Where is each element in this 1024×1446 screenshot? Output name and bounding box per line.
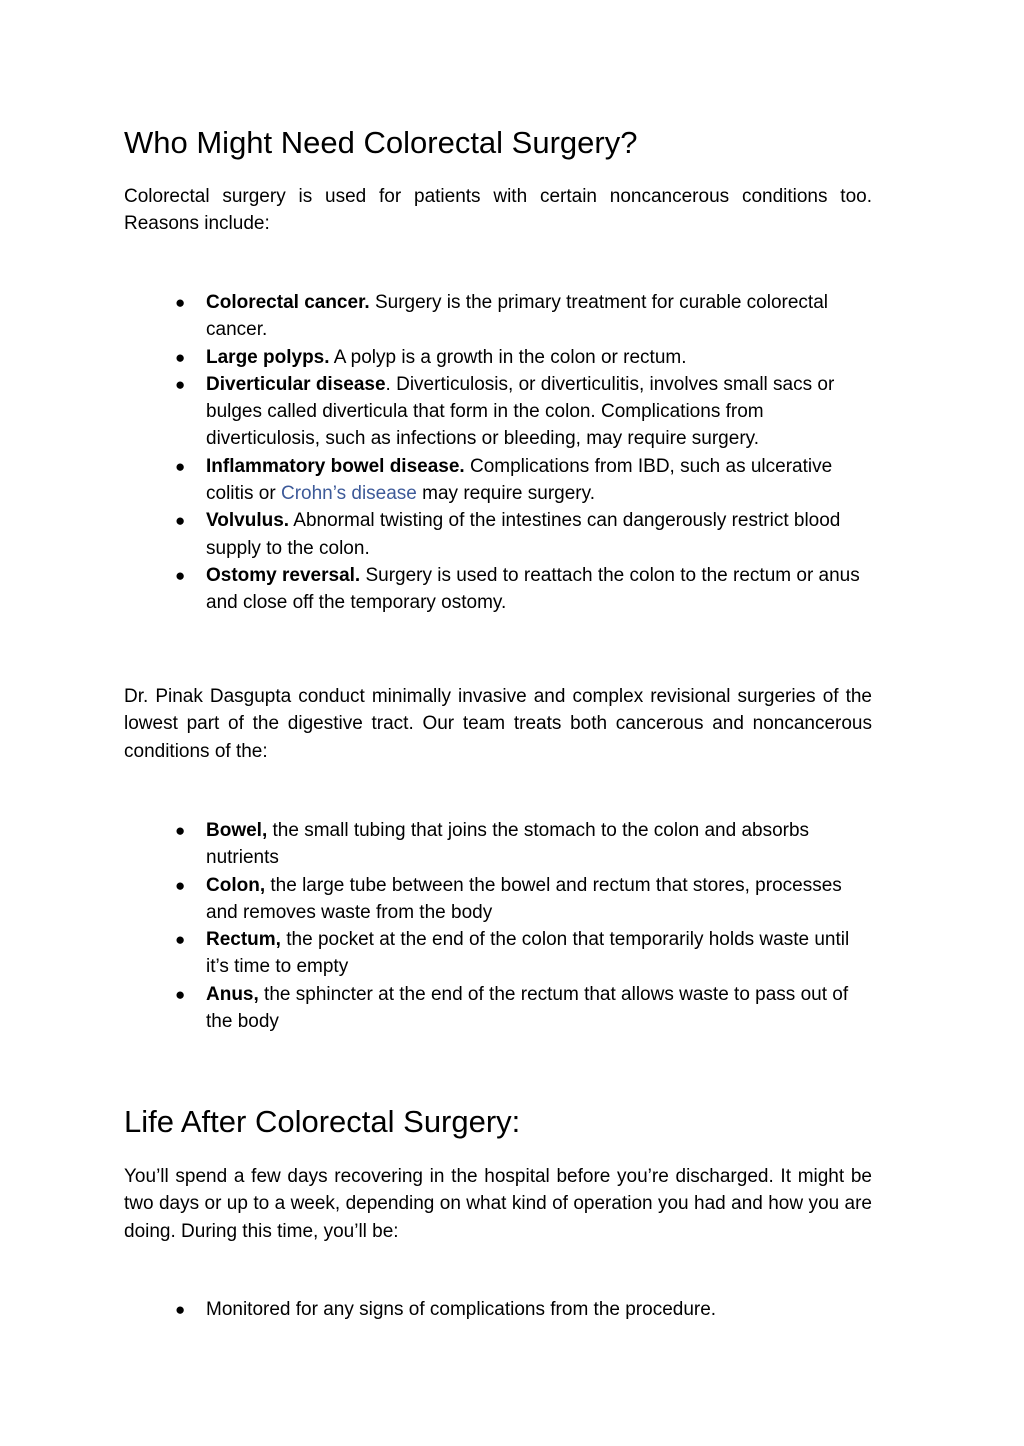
item-title: Volvulus. <box>206 510 290 532</box>
intro-paragraph-dr-dasgupta: Dr. Pinak Dasgupta conduct minimally invasive and complex revisional surgeries of the lowest part of the digestive tract. Our team treats both cancerous and noncancerous conditions of the: <box>124 686 872 762</box>
item-text: . Diverticulosis, or diverticulitis, involves small sacs or bulges called diverticula that form in the colon. Complications from diverticulosis, such as infections or bleeding, may require surgery. <box>206 373 835 450</box>
crohns-disease-link[interactable]: Crohn’s disease <box>280 483 417 505</box>
bullet-icon: ● <box>175 511 186 531</box>
item-text: the pocket at the end of the colon that temporarily holds waste until it’s time to empty <box>206 929 850 978</box>
bullet-icon: ● <box>175 565 186 585</box>
item-text: Surgery is the primary treatment for curable colorectal cancer. <box>206 292 828 341</box>
list-item <box>124 371 872 453</box>
list-item <box>124 817 872 872</box>
list-item <box>124 1296 872 1323</box>
recovery-list <box>124 1296 872 1323</box>
bullet-icon: ● <box>175 293 186 312</box>
intro-paragraph-conditions: Colorectal surgery is used for patients with certain noncancerous conditions too. Reasons include: <box>124 186 872 235</box>
bullet-icon: ● <box>175 456 186 476</box>
item-title: Diverticular disease <box>206 373 386 395</box>
intro-paragraph-recovery: You’ll spend a few days recovering in the hospital before you’re discharged. It might be two days or up to a week, depending on what kind of operation you had and how you are doing. During this time, you’ll be: <box>124 1166 872 1242</box>
list-item <box>124 981 872 1036</box>
item-text: Monitored for any signs of complications from the procedure. <box>206 1299 717 1320</box>
item-title: Anus, <box>206 983 259 1005</box>
list-item <box>124 562 872 617</box>
bullet-icon: ● <box>175 930 186 950</box>
list-item <box>124 344 872 371</box>
bullet-icon: ● <box>175 984 186 1004</box>
bullet-icon: ● <box>175 374 186 394</box>
item-text: the sphincter at the end of the rectum that allows waste to pass out of the body <box>206 983 849 1033</box>
bullet-icon: ● <box>175 821 186 840</box>
item-text: Complications from IBD, such as ulcerative colitis or <box>206 455 833 505</box>
reasons-list <box>124 289 872 617</box>
list-item <box>124 926 872 981</box>
item-text: the small tubing that joins the stomach to the colon and absorbs nutrients <box>206 820 810 869</box>
heading-who-might-need: Who Might Need Colorectal Surgery? <box>124 125 638 160</box>
list-item <box>124 453 872 508</box>
item-text: Abnormal twisting of the intestines can dangerously restrict blood supply to the colon. <box>206 510 841 559</box>
bullet-icon: ● <box>175 1300 186 1319</box>
item-title: Large polyps. <box>206 346 330 368</box>
item-title: Colon, <box>206 874 266 896</box>
item-text: A polyp is a growth in the colon or rectum. <box>329 346 687 368</box>
item-text: the large tube between the bowel and rectum that stores, processes and removes waste from the body <box>206 874 842 923</box>
item-text: Surgery is used to reattach the colon to the rectum or anus and close off the temporary ostomy. <box>206 564 860 614</box>
heading-life-after: Life After Colorectal Surgery: <box>124 1104 521 1139</box>
bullet-icon: ● <box>175 347 186 367</box>
item-text-after: may require surgery. <box>416 483 595 505</box>
list-item <box>124 507 872 562</box>
bullet-icon: ● <box>175 875 186 895</box>
list-item <box>124 872 872 927</box>
item-title: Ostomy reversal. <box>206 564 361 586</box>
list-item <box>124 289 872 344</box>
item-title: Bowel, <box>206 820 268 841</box>
item-title: Rectum, <box>206 929 281 951</box>
item-title: Colorectal cancer. <box>206 292 370 313</box>
item-title: Inflammatory bowel disease. <box>206 455 465 477</box>
organs-list <box>124 817 872 1035</box>
